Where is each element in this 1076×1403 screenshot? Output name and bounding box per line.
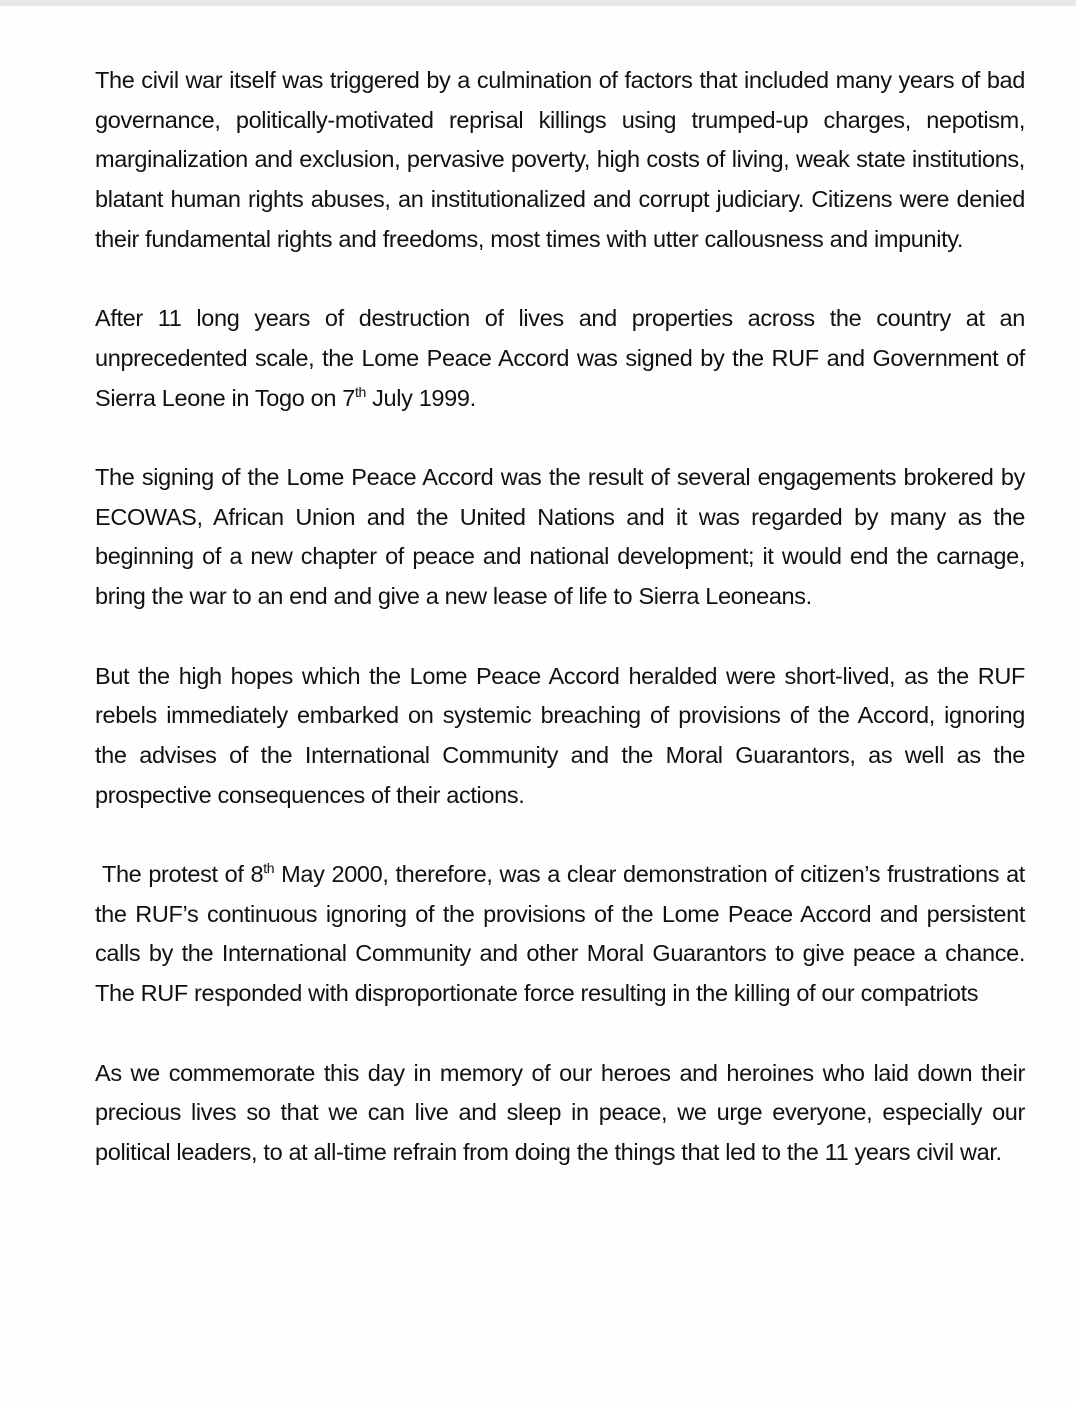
paragraph-text: May 2000, therefore, was a clear demonstration of citizen’s frustrations at the RUF’s continuous ignoring of the provisions of the Lome Peace Accord and persistent calls by the International Community and other Moral Guarantors to give peace a chance. The RUF responded with disproportionate force resulting in the killing of our compatriots: [95, 861, 1032, 1007]
top-bar: [0, 0, 1076, 6]
ordinal-suffix: th: [263, 860, 275, 876]
paragraph-protest-may-2000: [95, 855, 1032, 1014]
paragraph-short-lived-hopes: But the high hopes which the Lome Peace Accord heralded were short-lived, as the RUF rebels immediately embarked on systemic breaching of provisions of the Accord, ignoring the advises of the International Community and the Moral Guarantors, as well as the prospective consequences of their actions.: [95, 662, 1025, 808]
paragraph-text: The protest of 8: [95, 861, 264, 887]
paragraph-lome-accord-signing: [95, 299, 1025, 418]
paragraph-accord-engagements: The signing of the Lome Peace Accord was the result of several engagements brokered by ECOWAS, African Union and the United Nations and it was regarded by many as the beginning of a new chapter of peace and national development; it would end the carnage, bring the war to an end and give a new lease of life to Sierra Leoneans.: [95, 464, 1025, 610]
paragraph-text: After 11 long years of destruction of lives and properties across the country at an unprecedented scale, the Lome Peace Accord was signed by the RUF and Government of Sierra Leone in Togo on 7: [95, 305, 1025, 411]
paragraph-text: July 1999.: [365, 384, 476, 411]
paragraph-commemoration: As we commemorate this day in memory of our heroes and heroines who laid down their precious lives so that we can live and sleep in peace, we urge everyone, especially our political leaders, to at all-time refrain from doing the things that led to the 11 years civil war.: [95, 1059, 1025, 1165]
document-body: [95, 61, 1032, 1212]
paragraph-civil-war-causes: The civil war itself was triggered by a culmination of factors that included many years of bad governance, politically-motivated reprisal killings using trumped-up charges, nepotism, marginalization and exclusion, pervasive poverty, high costs of living, weak state institutions, blatant human rights abuses, an institutionalized and corrupt judiciary. Citizens were denied their fundamental rights and freedoms, most times with utter callousness and impunity.: [95, 67, 1025, 252]
ordinal-suffix: th: [354, 383, 366, 400]
